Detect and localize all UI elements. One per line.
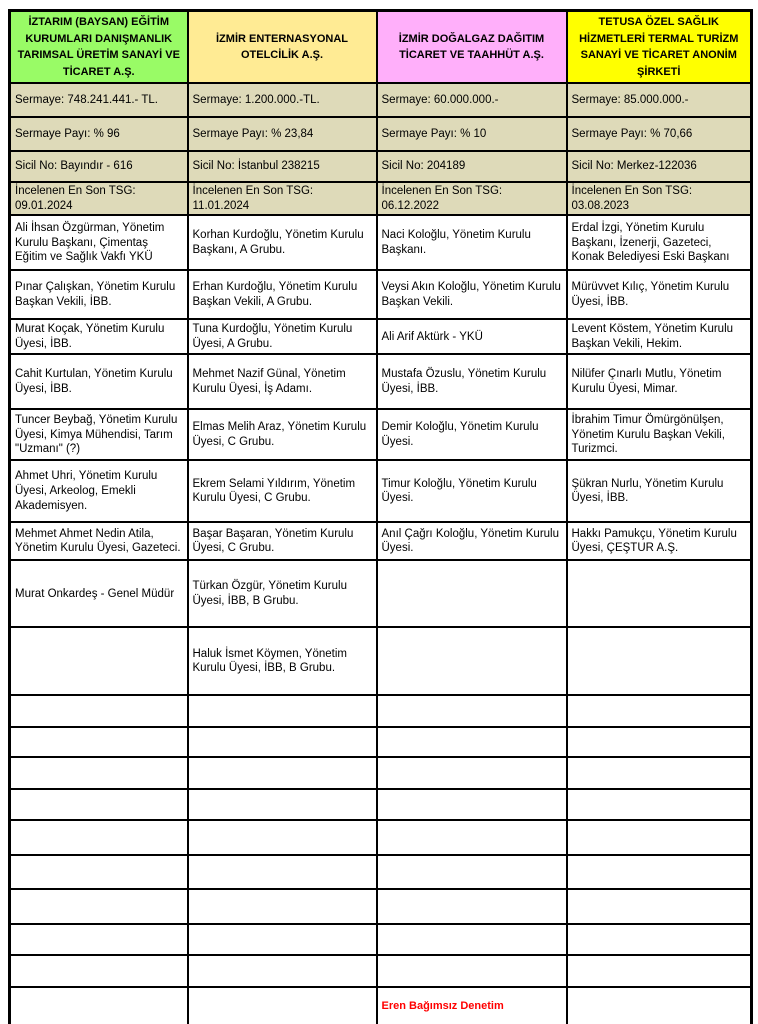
member-cell: Ekrem Selami Yıldırım, Yönetim Kurulu Üyesi, C Grubu. xyxy=(188,460,377,522)
company-header-cell: TETUSA ÖZEL SAĞLIK HİZMETLERİ TERMAL TURİZM SANAYİ VE TİCARET ANONİM ŞİRKETİ xyxy=(567,11,752,84)
member-cell xyxy=(567,627,752,695)
member-cell: Murat Koçak, Yönetim Kurulu Üyesi, İBB. xyxy=(10,319,188,354)
info-cell: Sermaye: 85.000.000.- xyxy=(567,83,752,117)
empty-cell xyxy=(10,789,188,820)
info-cell: Sicil No: İstanbul 238215 xyxy=(188,151,377,182)
member-cell xyxy=(377,560,567,627)
info-cell: Sicil No: Bayındır - 616 xyxy=(10,151,188,182)
member-cell: Türkan Özgür, Yönetim Kurulu Üyesi, İBB, B Grubu. xyxy=(188,560,377,627)
member-cell: Tuncer Beybağ, Yönetim Kurulu Üyesi, Kimya Mühendisi, Tarım "Uzmanı" (?) xyxy=(10,409,188,460)
empty-cell xyxy=(567,757,752,789)
info-cell: İncelenen En Son TSG: 09.01.2024 xyxy=(10,182,188,215)
info-cell: Sermaye: 748.241.441.- TL. xyxy=(10,83,188,117)
member-cell: Ali İhsan Özgürman, Yönetim Kurulu Başkanı, Çimentaş Eğitim ve Sağlık Vakfı YKÜ xyxy=(10,215,188,270)
empty-cell xyxy=(377,695,567,727)
member-cell: Şükran Nurlu, Yönetim Kurulu Üyesi, İBB. xyxy=(567,460,752,522)
member-cell: Elmas Melih Araz, Yönetim Kurulu Üyesi, C Grubu. xyxy=(188,409,377,460)
company-header-cell: İZMİR DOĞALGAZ DAĞITIM TİCARET VE TAAHHÜT A.Ş. xyxy=(377,11,567,84)
member-cell: Nilüfer Çınarlı Mutlu, Yönetim Kurulu Üyesi, Mimar. xyxy=(567,354,752,409)
empty-cell xyxy=(188,924,377,955)
empty-cell xyxy=(10,727,188,757)
info-cell: Sermaye Payı: % 10 xyxy=(377,117,567,151)
member-cell: Başar Başaran, Yönetim Kurulu Üyesi, C Grubu. xyxy=(188,522,377,560)
member-cell: Demir Koloğlu, Yönetim Kurulu Üyesi. xyxy=(377,409,567,460)
member-cell: Haluk İsmet Köymen, Yönetim Kurulu Üyesi, İBB, B Grubu. xyxy=(188,627,377,695)
empty-cell xyxy=(377,727,567,757)
member-cell: Hakkı Pamukçu, Yönetim Kurulu Üyesi, ÇEŞTUR A.Ş. xyxy=(567,522,752,560)
member-cell: Levent Köstem, Yönetim Kurulu Başkan Vekili, Hekim. xyxy=(567,319,752,354)
empty-cell xyxy=(377,820,567,855)
empty-cell xyxy=(377,889,567,924)
empty-cell xyxy=(567,695,752,727)
empty-cell xyxy=(10,955,188,987)
empty-cell xyxy=(188,955,377,987)
member-cell xyxy=(377,627,567,695)
empty-cell xyxy=(188,987,377,1024)
member-cell xyxy=(567,560,752,627)
empty-cell xyxy=(567,955,752,987)
empty-cell xyxy=(567,889,752,924)
member-cell: Erhan Kurdoğlu, Yönetim Kurulu Başkan Vekili, A Grubu. xyxy=(188,270,377,319)
member-cell: Veysi Akın Koloğlu, Yönetim Kurulu Başkan Vekili. xyxy=(377,270,567,319)
info-cell: Sermaye: 1.200.000.-TL. xyxy=(188,83,377,117)
empty-cell xyxy=(567,987,752,1024)
empty-cell xyxy=(10,987,188,1024)
member-cell: Ahmet Uhri, Yönetim Kurulu Üyesi, Arkeolog, Emekli Akademisyen. xyxy=(10,460,188,522)
member-cell: Mehmet Ahmet Nedin Atila, Yönetim Kurulu Üyesi, Gazeteci. xyxy=(10,522,188,560)
footer-note: Eren Bağımsız Denetim xyxy=(377,987,567,1024)
member-cell: Mustafa Özuslu, Yönetim Kurulu Üyesi, İBB. xyxy=(377,354,567,409)
empty-cell xyxy=(188,820,377,855)
member-cell: Murat Onkardeş - Genel Müdür xyxy=(10,560,188,627)
info-cell: Sicil No: 204189 xyxy=(377,151,567,182)
empty-cell xyxy=(188,757,377,789)
info-cell: Sermaye Payı: % 96 xyxy=(10,117,188,151)
member-cell: Naci Koloğlu, Yönetim Kurulu Başkanı. xyxy=(377,215,567,270)
empty-cell xyxy=(188,695,377,727)
member-cell: Anıl Çağrı Koloğlu, Yönetim Kurulu Üyesi. xyxy=(377,522,567,560)
member-cell: Erdal İzgi, Yönetim Kurulu Başkanı, İzenerji, Gazeteci, Konak Belediyesi Eski Başkanı xyxy=(567,215,752,270)
empty-cell xyxy=(10,855,188,889)
empty-cell xyxy=(188,889,377,924)
empty-cell xyxy=(377,757,567,789)
empty-cell xyxy=(377,789,567,820)
info-cell: Sicil No: Merkez-122036 xyxy=(567,151,752,182)
info-cell: İncelenen En Son TSG: 06.12.2022 xyxy=(377,182,567,215)
info-cell: İncelenen En Son TSG: 03.08.2023 xyxy=(567,182,752,215)
empty-cell xyxy=(188,855,377,889)
company-header-cell: İZMİR ENTERNASYONAL OTELCİLİK A.Ş. xyxy=(188,11,377,84)
empty-cell xyxy=(188,727,377,757)
member-cell: Cahit Kurtulan, Yönetim Kurulu Üyesi, İBB. xyxy=(10,354,188,409)
empty-cell xyxy=(10,695,188,727)
info-cell: Sermaye: 60.000.000.- xyxy=(377,83,567,117)
empty-cell xyxy=(567,789,752,820)
member-cell: Tuna Kurdoğlu, Yönetim Kurulu Üyesi, A Grubu. xyxy=(188,319,377,354)
empty-cell xyxy=(567,855,752,889)
info-cell: İncelenen En Son TSG: 11.01.2024 xyxy=(188,182,377,215)
member-cell xyxy=(10,627,188,695)
company-comparison-table xyxy=(8,9,753,1024)
member-cell: Ali Arif Aktürk - YKÜ xyxy=(377,319,567,354)
empty-cell xyxy=(567,820,752,855)
company-header-cell: İZTARIM (BAYSAN) EĞİTİM KURUMLARI DANIŞMANLIK TARIMSAL ÜRETİM SANAYİ VE TİCARET A.Ş. xyxy=(10,11,188,84)
empty-cell xyxy=(10,889,188,924)
empty-cell xyxy=(10,924,188,955)
info-cell: Sermaye Payı: % 70,66 xyxy=(567,117,752,151)
member-cell: Korhan Kurdoğlu, Yönetim Kurulu Başkanı, A Grubu. xyxy=(188,215,377,270)
empty-cell xyxy=(10,820,188,855)
member-cell: Mürüvvet Kılıç, Yönetim Kurulu Üyesi, İBB. xyxy=(567,270,752,319)
empty-cell xyxy=(567,727,752,757)
empty-cell xyxy=(188,789,377,820)
empty-cell xyxy=(567,924,752,955)
empty-cell xyxy=(377,955,567,987)
empty-cell xyxy=(377,855,567,889)
member-cell: İbrahim Timur Ömürgönülşen, Yönetim Kurulu Başkan Vekili, Turizmci. xyxy=(567,409,752,460)
empty-cell xyxy=(10,757,188,789)
member-cell: Mehmet Nazif Günal, Yönetim Kurulu Üyesi, İş Adamı. xyxy=(188,354,377,409)
info-cell: Sermaye Payı: % 23,84 xyxy=(188,117,377,151)
member-cell: Timur Koloğlu, Yönetim Kurulu Üyesi. xyxy=(377,460,567,522)
member-cell: Pınar Çalışkan, Yönetim Kurulu Başkan Vekili, İBB. xyxy=(10,270,188,319)
empty-cell xyxy=(377,924,567,955)
